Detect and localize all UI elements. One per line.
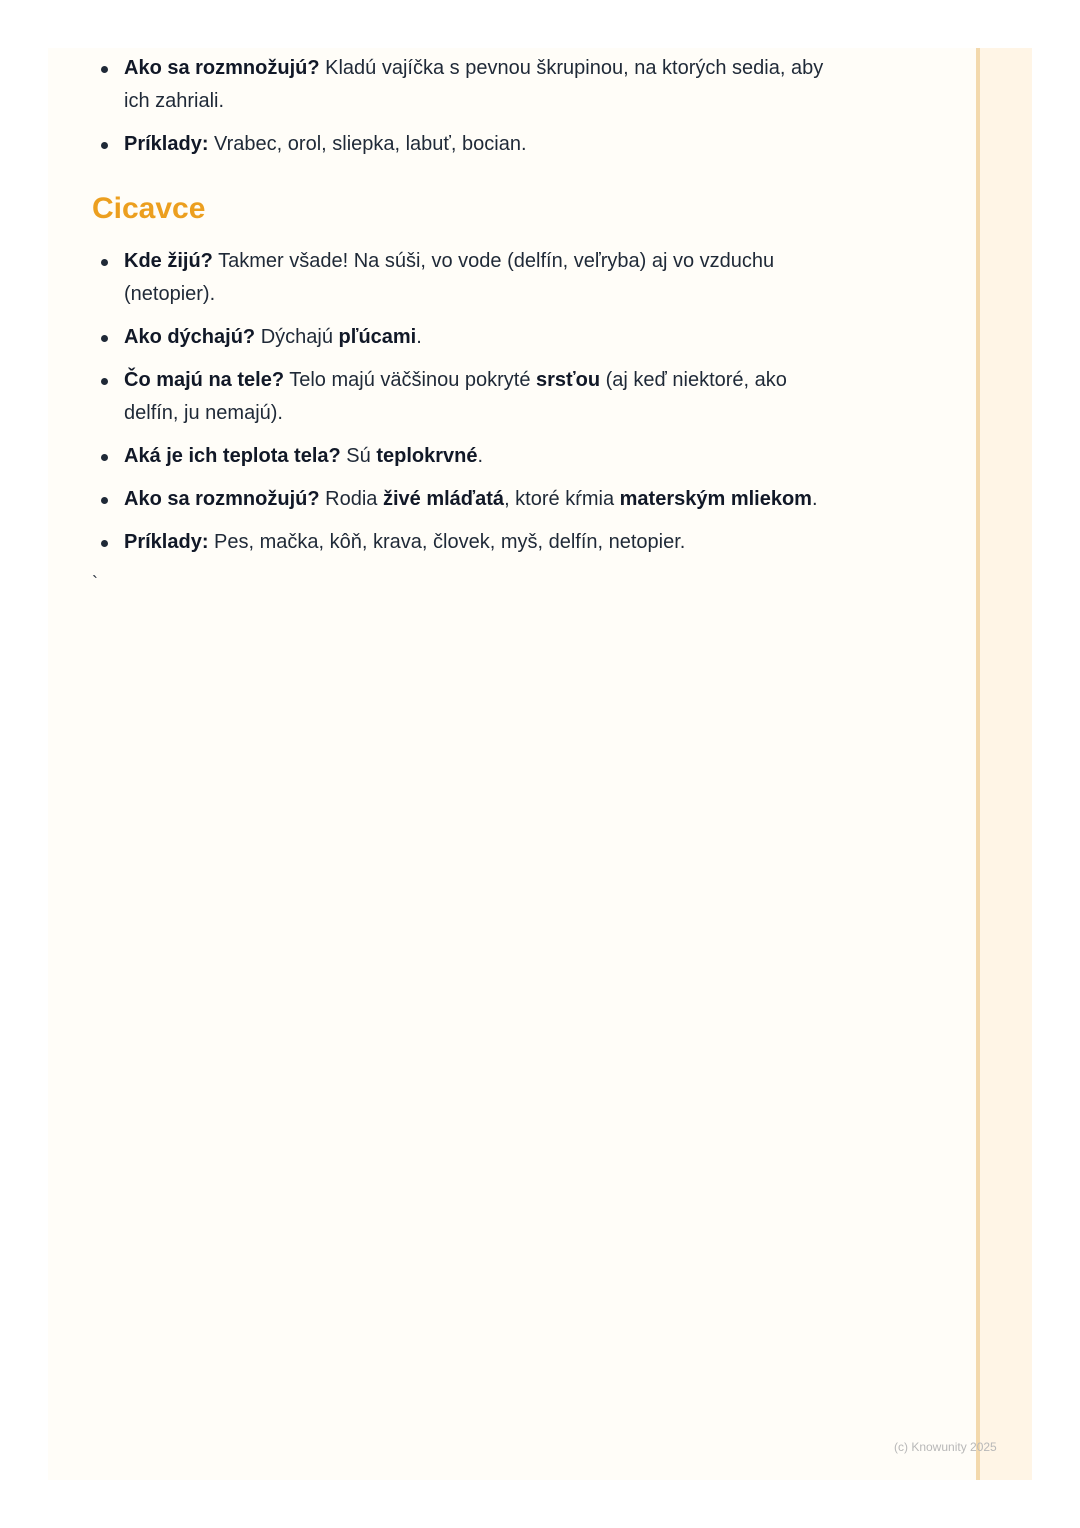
item-emphasis: materským mliekom <box>619 488 812 510</box>
bullet-icon <box>101 142 108 149</box>
item-question: Kde žijú? <box>124 250 213 272</box>
list-item <box>92 321 832 354</box>
mammals-list <box>92 245 832 559</box>
list-item <box>92 245 832 311</box>
item-answer: Telo majú väčšinou pokryté <box>284 369 537 391</box>
side-margin-line <box>976 48 980 1480</box>
item-question: Ako dýchajú? <box>124 326 256 348</box>
item-question: Ako sa rozmnožujú? <box>124 488 320 510</box>
item-answer-end: (aj keď niektoré, ako delfín, ju nemajú). <box>124 369 787 424</box>
item-emphasis: živé mláďatá <box>382 488 505 510</box>
list-item <box>92 52 832 118</box>
item-question: Ako sa rozmnožujú? <box>124 57 320 79</box>
item-question: Aká je ich teplota tela? <box>124 445 341 467</box>
item-question: Príklady: <box>124 531 209 553</box>
bullet-icon <box>101 66 108 73</box>
item-answer-mid: , ktoré kŕmia <box>504 488 620 510</box>
item-answer: Pes, mačka, kôň, krava, človek, myš, delfín, netopier. <box>208 531 686 553</box>
item-question: Príklady: <box>124 133 209 155</box>
document-content <box>92 52 832 593</box>
item-answer: Dýchajú <box>255 326 339 348</box>
side-margin-strip <box>976 48 1032 1480</box>
copyright-footer: (c) Knowunity 2025 <box>894 1440 997 1454</box>
bullet-icon <box>101 378 108 385</box>
list-item <box>92 440 832 473</box>
bullet-icon <box>101 497 108 504</box>
section-heading: Cicavce <box>92 192 206 225</box>
item-answer-end: . <box>477 445 484 467</box>
item-answer: Rodia <box>319 488 383 510</box>
list-item <box>92 364 832 430</box>
list-item <box>92 128 832 161</box>
bullet-icon <box>101 454 108 461</box>
list-item <box>92 526 832 559</box>
item-emphasis: pľúcami <box>338 326 417 348</box>
bullet-icon <box>101 335 108 342</box>
list-item <box>92 483 832 516</box>
item-emphasis: teplokrvné <box>376 445 478 467</box>
item-answer-end: . <box>811 488 818 510</box>
item-answer-end: . <box>416 326 422 348</box>
item-question: Čo majú na tele? <box>124 369 285 391</box>
stray-backtick: ` <box>92 573 98 593</box>
item-answer: Sú <box>340 445 377 467</box>
item-answer: Takmer všade! Na súši, vo vode (delfín, veľryba) aj vo vzduchu (netopier). <box>124 250 775 305</box>
item-answer: Vrabec, orol, sliepka, labuť, bocian. <box>208 133 527 155</box>
birds-list <box>92 52 832 161</box>
item-emphasis: srsťou <box>536 369 601 391</box>
item-answer: Kladú vajíčka s pevnou škrupinou, na ktorých sedia, aby ich zahriali. <box>124 57 824 112</box>
bullet-icon <box>101 259 108 266</box>
bullet-icon <box>101 540 108 547</box>
